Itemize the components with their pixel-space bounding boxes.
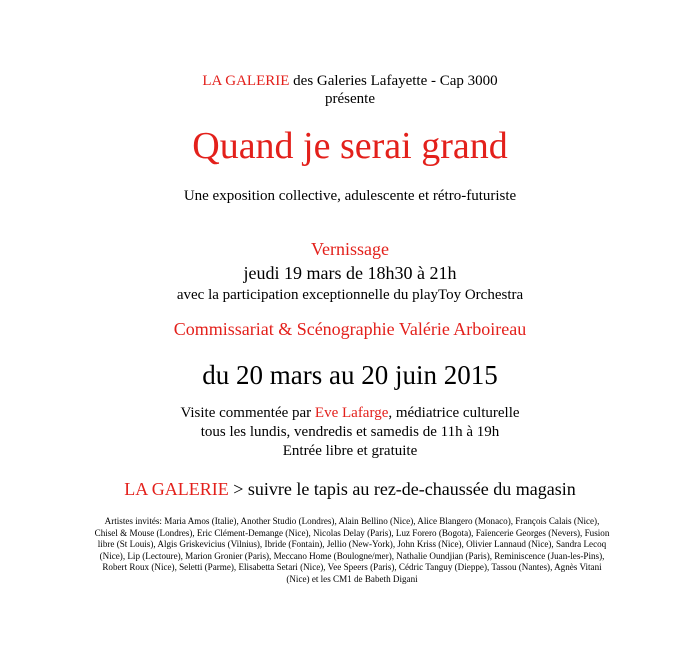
- directions-gallery: LA GALERIE: [124, 479, 229, 499]
- exhibition-subtitle: Une exposition collective, adulescente et rétro-futuriste: [183, 188, 517, 204]
- presents-text: présente: [325, 91, 375, 107]
- gallery-name: LA GALERIE: [202, 73, 290, 89]
- guided-visit-line: [0, 405, 700, 422]
- artists-list: Artistes invités: Maria Amos (Italie), Another Studio (Londres), Alain Bellino (Nice), Alice Blangero (Monaco), François Calais (Nice), Chisel & Mouse (Londres), Eric Clément-Demange (Nice), Nicolas Delay (Paris), Luz Forero (Bogota), Faïencerie Georges (Nevers), Fusion libre (St Louis), Algis Griskevicius (Vilnius), Ibride (Fontain), Jellio (New-York), John Kriss (Nice), Olivier Lannaud (Nice), Sandra Lecoq (Nice), Lip (Lectoure), Marion Gronier (Paris), Meccano Home (Boulogne/mer), Nathalie Oundjian (Paris), Reminiscence (Juan-les-Pins), Robert Roux (Nice), Seletti (Parme), Elisabetta Setari (Nice), Vee Speers (Paris), Cédric Tanguy (Dieppe), Tassou (Nantes), Agnès Vitani (Nice) et les CM1 de Babeth Digani: [94, 516, 610, 584]
- exhibition-dates: du 20 mars au 20 juin 2015: [202, 360, 498, 390]
- vernissage-date: jeudi 19 mars de 18h30 à 21h: [243, 263, 457, 283]
- gallery-store: des Galeries Lafayette - Cap 3000: [289, 73, 498, 89]
- curator-credit: Commissariat & Scénographie Valérie Arboireau: [173, 319, 527, 339]
- guide-name: Eve Lafarge: [314, 405, 389, 421]
- visit-schedule: tous les lundis, vendredis et samedis de 11h à 19h: [200, 424, 500, 440]
- vernissage-label: Vernissage: [311, 239, 389, 259]
- vernissage-participation: avec la participation exceptionnelle du playToy Orchestra: [176, 287, 524, 303]
- guided-visit-prefix: Visite commentée par: [180, 405, 315, 421]
- guided-visit-suffix: , médiatrice culturelle: [388, 405, 520, 421]
- entry-info: Entrée libre et gratuite: [282, 443, 418, 459]
- directions-text: > suivre le tapis au rez-de-chaussée du magasin: [228, 479, 576, 499]
- directions-line: [0, 479, 700, 500]
- presenter-line: [0, 73, 700, 90]
- exhibition-title: Quand je serai grand: [192, 125, 508, 167]
